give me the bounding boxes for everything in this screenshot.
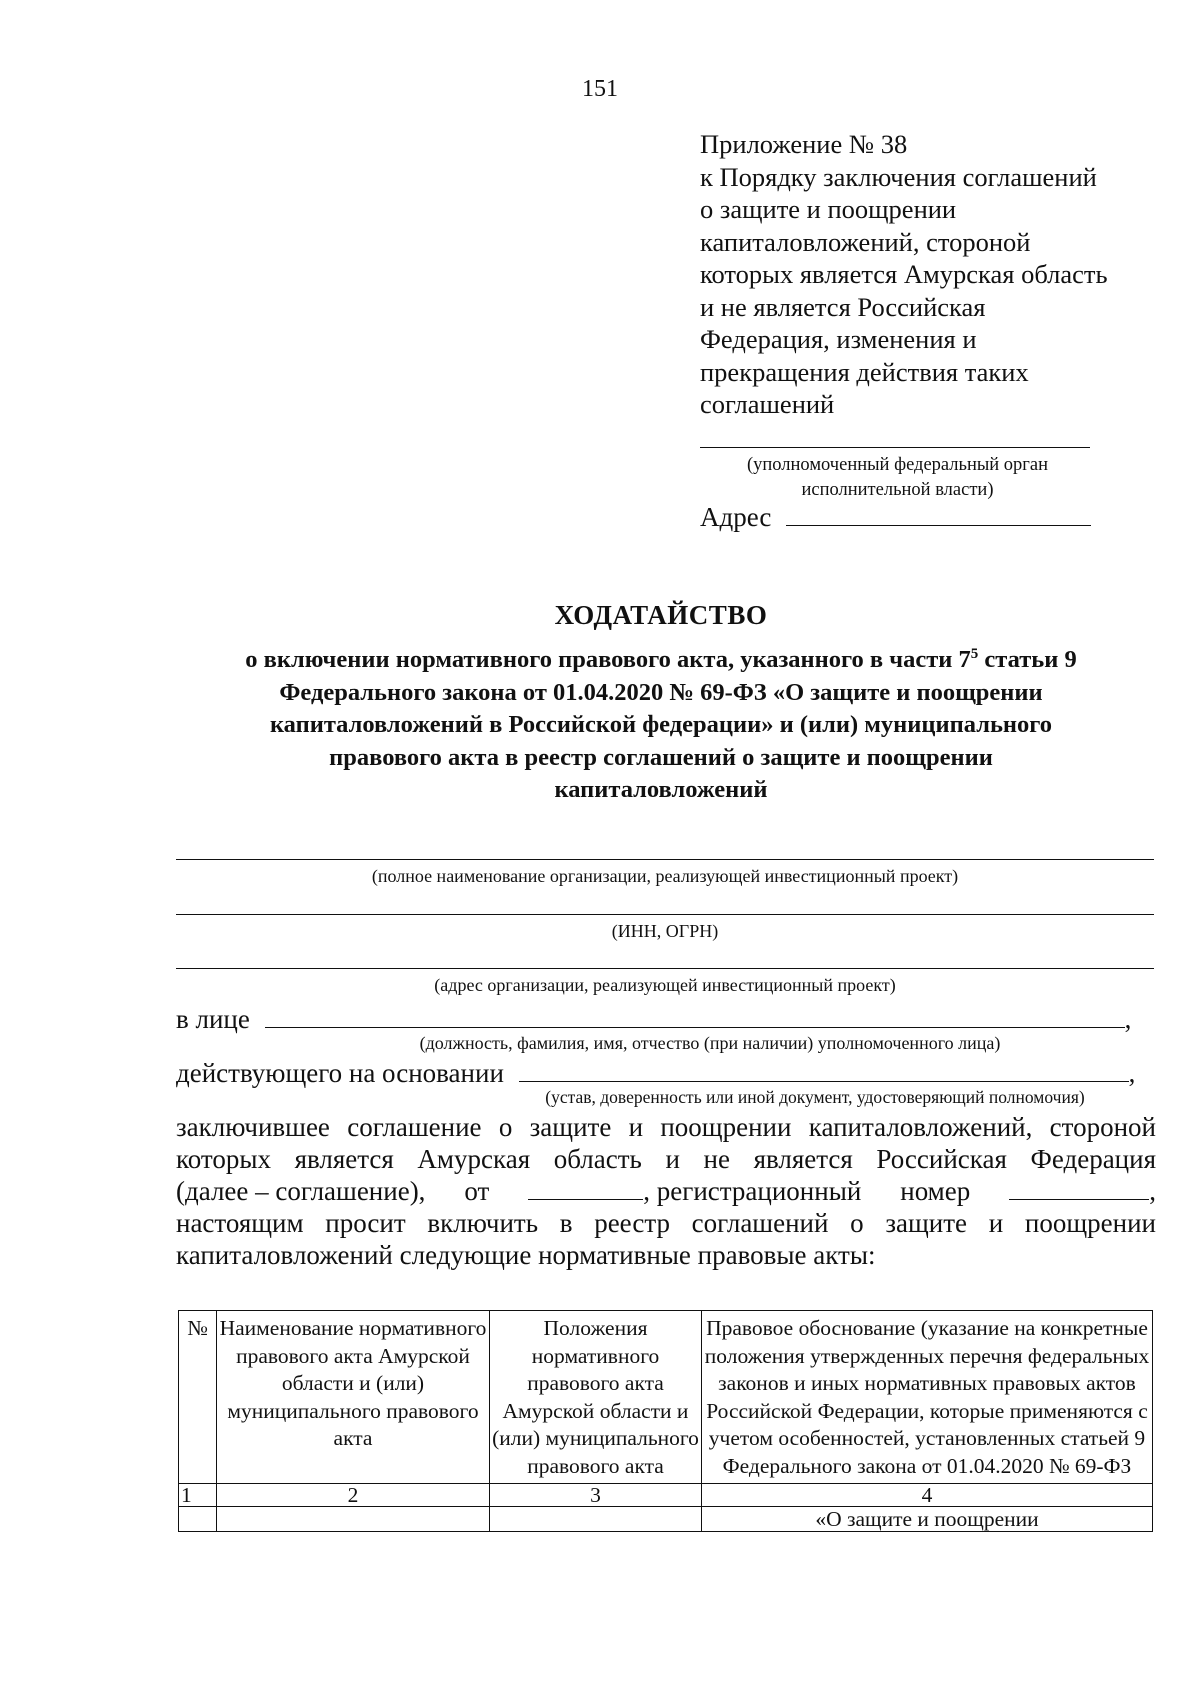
appendix-line: Федерация, изменения и xyxy=(700,324,977,354)
table-cell[interactable] xyxy=(179,1507,217,1532)
comma: , xyxy=(1128,1058,1136,1088)
table-cell: 2 xyxy=(217,1484,490,1507)
in-person-row xyxy=(176,1003,1131,1035)
basis-row xyxy=(176,1057,1135,1089)
address-row xyxy=(700,502,1091,533)
address-fill-line[interactable] xyxy=(786,524,1091,526)
body-paragraph xyxy=(176,1111,1156,1271)
appendix-line: Приложение № 38 xyxy=(700,129,908,159)
basis-fill-line[interactable] xyxy=(519,1080,1129,1082)
table-row xyxy=(179,1507,1153,1532)
body-line: капиталовложений следующие нормативные правовые акты: xyxy=(176,1240,876,1270)
subtitle-line: правового акта в реестр соглашений о защите и поощрении xyxy=(329,743,993,771)
table-cell[interactable]: «О защите и поощрении xyxy=(702,1507,1153,1532)
table-header-cell: Положения нормативного правового акта Амурской области и (или) муниципального правового акта xyxy=(490,1311,702,1484)
body-line: (далее – соглашение), от , регистрационный номер , xyxy=(176,1176,1156,1206)
appendix-line: к Порядку заключения соглашений xyxy=(700,161,1097,192)
table-cell: 1 xyxy=(179,1484,217,1507)
address-label: Адрес xyxy=(700,502,772,532)
table-header-cell: Наименование нормативного правового акта Амурской области и (или) муниципального правового акта xyxy=(217,1311,490,1484)
org-address-fill-line[interactable] xyxy=(176,968,1154,969)
in-person-label: в лице xyxy=(176,1004,250,1034)
authority-caption xyxy=(700,453,1095,503)
subtitle-line: о включении нормативного правового акта, указанного в части $7^5$ статьи 9 xyxy=(245,646,1077,674)
table-header-row xyxy=(179,1311,1153,1484)
table-cell: 4 xyxy=(702,1484,1153,1507)
appendix-line: соглашений xyxy=(700,389,835,419)
table-column-numbers-row xyxy=(179,1484,1153,1507)
document-subtitle xyxy=(170,638,1152,807)
subtitle-line: капиталовложений xyxy=(554,776,768,804)
inn-fill-line[interactable] xyxy=(176,914,1154,915)
page-number: 151 xyxy=(582,76,618,102)
table-cell[interactable] xyxy=(217,1507,490,1532)
org-name-fill-line[interactable] xyxy=(176,859,1154,860)
acts-table xyxy=(178,1310,1153,1532)
authority-fill-line[interactable] xyxy=(700,447,1090,448)
registration-number-fill-line[interactable] xyxy=(1009,1198,1149,1200)
appendix-line: о защите и поощрении xyxy=(700,194,957,224)
comma: , xyxy=(1124,1004,1132,1034)
appendix-line: которых является Амурская область xyxy=(700,259,1108,289)
table-cell: 3 xyxy=(490,1484,702,1507)
appendix-line: капиталовложений, стороной xyxy=(700,226,1031,257)
table-cell[interactable] xyxy=(490,1507,702,1532)
appendix-line: прекращения действия таких xyxy=(700,356,1029,387)
agreement-date-fill-line[interactable] xyxy=(528,1198,643,1200)
subtitle-line: Федерального закона от 01.04.2020 № 69-ФЗ «О защите и поощрении xyxy=(279,678,1043,706)
body-line: настоящим просит включить в реестр соглашений о защите и поощрении xyxy=(176,1208,1156,1238)
person-caption: (должность, фамилия, имя, отчество (при наличии) уполномоченного лица) xyxy=(419,1033,1001,1053)
inn-caption: (ИНН, ОГРН) xyxy=(611,921,719,941)
subtitle-line: капиталовложений в Российской федерации» и (или) муниципального xyxy=(269,711,1053,739)
table-header-cell: № xyxy=(179,1311,217,1484)
basis-label: действующего на основании xyxy=(176,1058,504,1088)
basis-caption: (устав, доверенность или иной документ, удостоверяющий полномочия) xyxy=(545,1087,1085,1107)
org-name-caption: (полное наименование организации, реализующей инвестиционный проект) xyxy=(371,866,959,886)
table-header-cell: Правовое обоснование (указание на конкретные положения утвержденных перечня федеральных законов и иных нормативных правовых актов Российской Федерации, которые применяются с учетом особенностей, установленных статьей 9 Федерального закона от 01.04.2020 № 69-ФЗ xyxy=(702,1311,1153,1484)
body-line: которых является Амурская область и не является Российская Федерация xyxy=(176,1144,1156,1174)
org-address-caption: (адрес организации, реализующей инвестиционный проект) xyxy=(434,975,896,995)
appendix-line: и не является Российская xyxy=(700,291,986,322)
authority-caption-line1: (уполномоченный федеральный орган xyxy=(746,455,1049,475)
body-line: заключившее соглашение о защите и поощрении капиталовложений, стороной xyxy=(176,1112,1156,1142)
person-fill-line[interactable] xyxy=(265,1026,1125,1028)
document-title: ХОДАТАЙСТВО xyxy=(554,600,768,630)
appendix-header xyxy=(700,128,1170,421)
authority-caption-line2: исполнительной власти) xyxy=(801,480,994,500)
